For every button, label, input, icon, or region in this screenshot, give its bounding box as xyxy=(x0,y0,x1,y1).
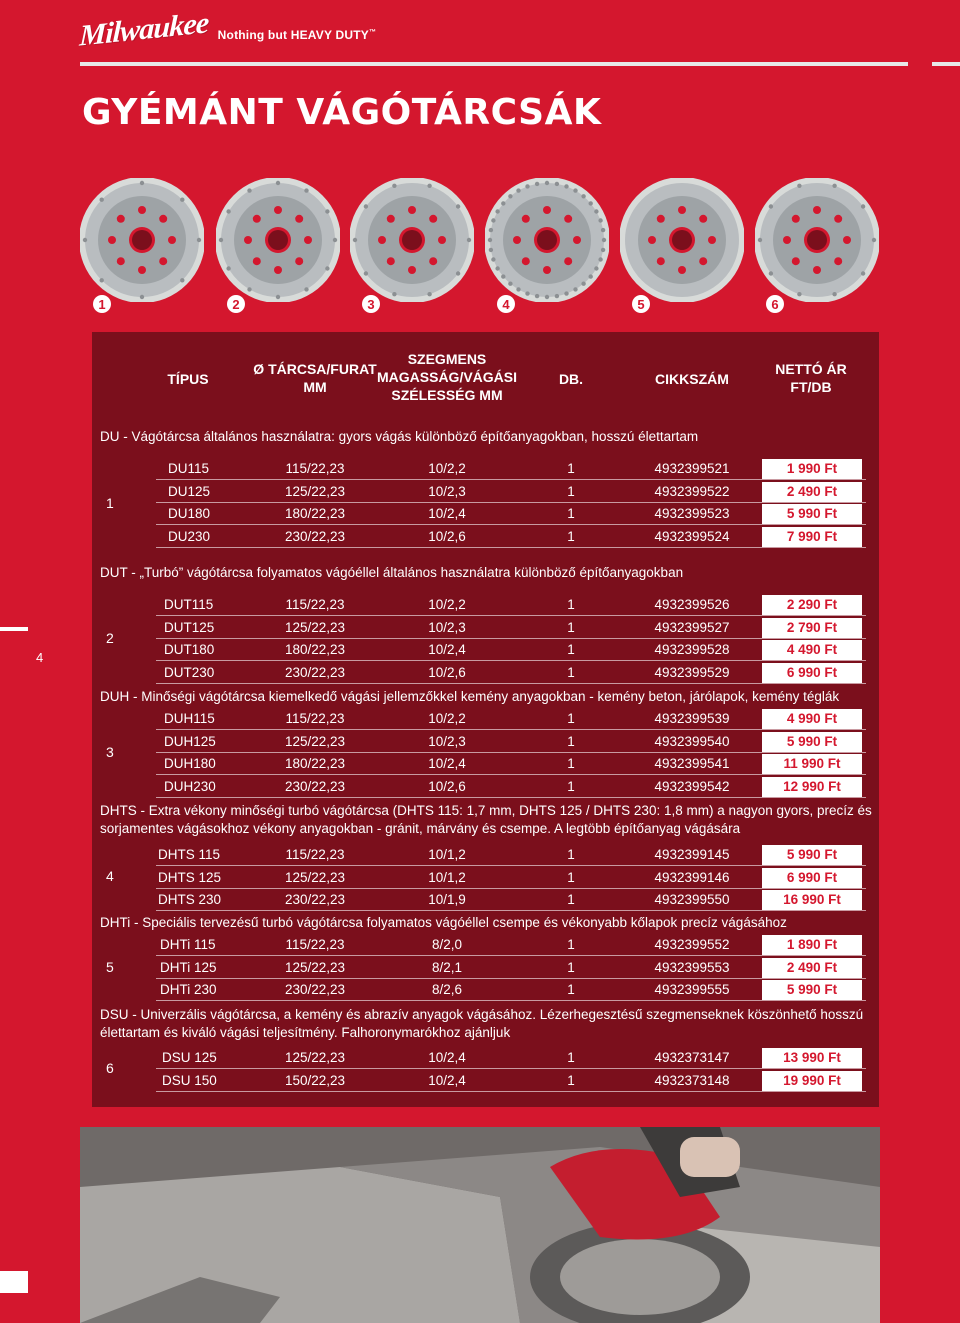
brand-tagline xyxy=(218,28,377,42)
price-badge: 5 990 Ft xyxy=(762,504,862,524)
price-badge: 2 790 Ft xyxy=(762,618,862,638)
tagline-tm: ™ xyxy=(368,29,377,36)
disc-size-cell: 125/22,23 xyxy=(284,869,346,885)
table-row xyxy=(92,639,879,661)
sku-cell: 4932373147 xyxy=(654,1050,730,1065)
price-badge: 16 990 Ft xyxy=(762,890,862,910)
row-divider xyxy=(156,797,866,798)
segment-cell: 10/2,4 xyxy=(428,642,466,658)
sku-cell: 4932399541 xyxy=(654,756,730,772)
price-badge: 4 490 Ft xyxy=(762,640,862,660)
milwaukee-logo: Milwaukee xyxy=(78,6,209,53)
disc-size-cell: 115/22,23 xyxy=(285,937,345,952)
segment-cell: 10/2,3 xyxy=(428,483,466,499)
segment-cell: 10/2,3 xyxy=(428,619,466,635)
type-cell: DUH230 xyxy=(164,779,216,795)
disc-size-cell: 180/22,23 xyxy=(284,642,346,658)
section-description: DUH - Minőségi vágótárcsa kiemelkedő vágási jellemzőkkel kemény anyagokban - kemény beton, járólapok, kemény téglák xyxy=(100,689,840,704)
diamond-disc-image xyxy=(485,178,609,302)
disc-size-cell: 125/22,23 xyxy=(284,1050,346,1065)
type-cell: DUT180 xyxy=(164,642,215,658)
group-number: 5 xyxy=(106,959,114,975)
disc-number-badge: 3 xyxy=(362,295,380,313)
disc-number-badge: 2 xyxy=(227,295,245,313)
top-divider xyxy=(80,62,908,66)
type-cell: DSU 150 xyxy=(162,1072,217,1088)
table-row xyxy=(92,957,879,979)
type-cell: DHTi 230 xyxy=(160,982,217,998)
table-row xyxy=(92,503,879,525)
sku-cell: 4932399540 xyxy=(654,733,730,749)
tagline-bold: HEAVY DUTY xyxy=(290,28,369,42)
sku-cell: 4932373148 xyxy=(654,1072,730,1088)
type-cell: DU230 xyxy=(168,529,211,545)
type-cell: DUH125 xyxy=(164,733,216,749)
table-row xyxy=(92,526,879,548)
header-price: NETTÓ ÁR FT/DB xyxy=(775,361,847,395)
disc-size-cell: 125/22,23 xyxy=(284,733,346,749)
group-number: 3 xyxy=(106,744,114,760)
table-row xyxy=(92,753,879,775)
quantity-cell: 1 xyxy=(567,1072,575,1088)
quantity-cell: 1 xyxy=(567,642,575,658)
diamond-disc-image xyxy=(620,178,744,302)
header-disc: Ø TÁRCSA/FURAT MM xyxy=(253,361,377,395)
type-cell: DUT230 xyxy=(164,665,215,681)
quantity-cell: 1 xyxy=(567,461,575,476)
segment-cell: 10/1,2 xyxy=(428,847,466,862)
diamond-disc-image xyxy=(80,178,204,302)
disc-size-cell: 150/22,23 xyxy=(284,1072,346,1088)
quantity-cell: 1 xyxy=(567,619,575,635)
quantity-cell: 1 xyxy=(567,1050,575,1065)
disc-number-badge: 5 xyxy=(632,295,650,313)
table-header xyxy=(92,332,879,412)
quantity-cell: 1 xyxy=(567,483,575,499)
table-row xyxy=(92,1047,879,1069)
disc-size-cell: 125/22,23 xyxy=(284,619,346,635)
price-badge: 1 890 Ft xyxy=(762,935,862,955)
type-cell: DSU 125 xyxy=(162,1050,217,1065)
disc-number-badge: 4 xyxy=(497,295,515,313)
table-row xyxy=(92,481,879,503)
table-row xyxy=(92,594,879,616)
type-cell: DHTS 230 xyxy=(158,892,222,908)
segment-cell: 10/2,4 xyxy=(428,1072,466,1088)
header-qty: DB. xyxy=(558,371,584,387)
table-row xyxy=(92,731,879,753)
table-row xyxy=(92,844,879,866)
segment-cell: 10/1,9 xyxy=(428,892,466,908)
brand-header xyxy=(80,8,376,52)
price-badge: 1 990 Ft xyxy=(762,459,862,479)
price-badge: 6 990 Ft xyxy=(762,663,862,683)
quantity-cell: 1 xyxy=(567,892,575,908)
segment-cell: 10/2,6 xyxy=(428,529,466,545)
disc-size-cell: 115/22,23 xyxy=(285,847,345,862)
quantity-cell: 1 xyxy=(567,711,575,726)
disc-size-cell: 230/22,23 xyxy=(284,529,346,545)
sku-cell: 4932399145 xyxy=(654,847,730,862)
table-row xyxy=(92,867,879,889)
sku-cell: 4932399529 xyxy=(654,665,730,681)
row-divider xyxy=(156,910,866,911)
disc-size-cell: 180/22,23 xyxy=(284,506,346,522)
group-number: 2 xyxy=(106,630,114,646)
disc-size-cell: 125/22,23 xyxy=(284,483,346,499)
table-row xyxy=(92,1070,879,1092)
side-tab-marker xyxy=(0,627,28,631)
disc-size-cell: 115/22,23 xyxy=(285,597,345,612)
diamond-disc-image xyxy=(216,178,340,302)
segment-cell: 10/2,4 xyxy=(428,506,466,522)
table-row xyxy=(92,662,879,684)
quantity-cell: 1 xyxy=(567,529,575,545)
sku-cell: 4932399539 xyxy=(654,711,730,726)
quantity-cell: 1 xyxy=(567,959,575,975)
type-cell: DU125 xyxy=(168,483,211,499)
disc-size-cell: 230/22,23 xyxy=(284,779,346,795)
sku-cell: 4932399526 xyxy=(654,597,730,612)
price-badge: 2 490 Ft xyxy=(762,482,862,502)
section-description: DSU - Univerzális vágótárcsa, a kemény és abrazív anyagok vágásához. Lézerhegesztésű szegmenseknek köszönhető hosszú élettartam és kiváló vágási teljesítmény. Falhoronymarókhoz ajánljuk xyxy=(100,1007,864,1040)
quantity-cell: 1 xyxy=(567,756,575,772)
type-cell: DUH115 xyxy=(164,711,215,726)
price-badge: 2 490 Ft xyxy=(762,958,862,978)
price-badge: 12 990 Ft xyxy=(762,777,862,797)
disc-number-badge: 1 xyxy=(93,295,111,313)
table-row xyxy=(92,708,879,730)
disc-size-cell: 115/22,23 xyxy=(285,711,345,726)
disc-gallery xyxy=(80,178,880,323)
tagline-prefix: Nothing but xyxy=(217,28,291,42)
type-cell: DHTi 115 xyxy=(160,937,216,952)
disc-size-cell: 115/22,23 xyxy=(285,461,345,476)
sku-cell: 4932399542 xyxy=(654,779,730,795)
table-row xyxy=(92,458,879,480)
type-cell: DHTS 125 xyxy=(158,869,222,885)
section-description: DHTi - Speciális tervezésű turbó vágótárcsa folyamatos vágóéllel csempe és vékonyabb kőlapok precíz vágásához xyxy=(100,915,787,930)
price-badge: 5 990 Ft xyxy=(762,980,862,1000)
section-description: DUT - „Turbó” vágótárcsa folyamatos vágóéllel általános használatra különböző építőanyagokban xyxy=(100,565,684,580)
side-square-marker xyxy=(0,1271,28,1293)
section-description: DHTS - Extra vékony minőségi turbó vágótárcsa (DHTS 115: 1,7 mm, DHTS 125 / DHTS 230: 1,8 mm) a nagyon gyors, precíz és sorjamentes vágásokhoz vékony anyagokban - gránit, márvány és csempe. A legtöbb építőanyag vágására xyxy=(100,803,872,836)
quantity-cell: 1 xyxy=(567,779,575,795)
segment-cell: 8/2,1 xyxy=(431,959,463,975)
page-number: 4 xyxy=(36,650,44,665)
segment-cell: 10/2,4 xyxy=(428,756,466,772)
quantity-cell: 1 xyxy=(567,982,575,998)
sku-cell: 4932399521 xyxy=(654,461,730,476)
sku-cell: 4932399555 xyxy=(654,982,730,998)
type-cell: DHTi 125 xyxy=(160,959,217,975)
table-row xyxy=(92,889,879,911)
price-badge: 11 990 Ft xyxy=(762,754,862,774)
group-number: 6 xyxy=(106,1060,114,1076)
segment-cell: 8/2,0 xyxy=(431,937,463,952)
sku-cell: 4932399522 xyxy=(654,483,730,499)
row-divider xyxy=(156,547,866,548)
top-divider-stub xyxy=(932,62,960,66)
sku-cell: 4932399527 xyxy=(654,619,730,635)
type-cell: DU180 xyxy=(168,506,211,522)
header-type: TÍPUS xyxy=(167,371,209,387)
quantity-cell: 1 xyxy=(567,597,575,612)
sku-cell: 4932399146 xyxy=(654,869,730,885)
type-cell: DUH180 xyxy=(164,756,216,772)
disc-size-cell: 180/22,23 xyxy=(284,756,346,772)
sku-cell: 4932399550 xyxy=(654,892,730,908)
price-badge: 13 990 Ft xyxy=(762,1048,862,1068)
disc-size-cell: 230/22,23 xyxy=(284,665,346,681)
header-sku: CIKKSZÁM xyxy=(655,371,729,387)
table-row xyxy=(92,617,879,639)
segment-cell: 10/2,4 xyxy=(428,1050,466,1065)
table-row xyxy=(92,776,879,798)
disc-size-cell: 230/22,23 xyxy=(284,892,346,908)
segment-cell: 10/2,2 xyxy=(428,711,466,726)
type-cell: DUT115 xyxy=(164,597,214,612)
sku-cell: 4932399524 xyxy=(654,529,730,545)
type-cell: DUT125 xyxy=(164,619,215,635)
disc-number-badge: 6 xyxy=(766,295,784,313)
quantity-cell: 1 xyxy=(567,665,575,681)
sku-cell: 4932399523 xyxy=(654,506,730,522)
price-badge: 5 990 Ft xyxy=(762,732,862,752)
segment-cell: 10/2,2 xyxy=(428,461,466,476)
quantity-cell: 1 xyxy=(567,869,575,885)
segment-cell: 10/2,6 xyxy=(428,779,466,795)
price-badge: 6 990 Ft xyxy=(762,868,862,888)
page-title: GYÉMÁNT VÁGÓTÁRCSÁK xyxy=(82,92,602,133)
header-segment: SZEGMENS MAGASSÁG/VÁGÁSI SZÉLESSÉG MM xyxy=(377,351,518,403)
angle-grinder-photo xyxy=(80,1127,880,1323)
segment-cell: 10/2,3 xyxy=(428,733,466,749)
price-badge: 2 290 Ft xyxy=(762,595,862,615)
group-number: 1 xyxy=(106,495,114,511)
segment-cell: 10/1,2 xyxy=(428,869,466,885)
price-badge: 5 990 Ft xyxy=(762,845,862,865)
segment-cell: 10/2,2 xyxy=(428,597,466,612)
group-number: 4 xyxy=(106,868,114,884)
sku-cell: 4932399528 xyxy=(654,642,730,658)
row-divider xyxy=(156,1000,866,1001)
price-badge: 19 990 Ft xyxy=(762,1071,862,1091)
quantity-cell: 1 xyxy=(567,733,575,749)
type-cell: DHTS 115 xyxy=(158,847,221,862)
segment-cell: 8/2,6 xyxy=(431,982,463,998)
sku-cell: 4932399553 xyxy=(654,959,730,975)
sku-cell: 4932399552 xyxy=(654,937,730,952)
table-row xyxy=(92,934,879,956)
row-divider xyxy=(156,683,866,684)
diamond-disc-image xyxy=(755,178,879,302)
segment-cell: 10/2,6 xyxy=(428,665,466,681)
disc-size-cell: 125/22,23 xyxy=(284,959,346,975)
quantity-cell: 1 xyxy=(567,937,575,952)
table-row xyxy=(92,979,879,1001)
quantity-cell: 1 xyxy=(567,847,575,862)
grinder-illustration xyxy=(80,1127,880,1323)
product-table xyxy=(92,332,879,1107)
disc-size-cell: 230/22,23 xyxy=(284,982,346,998)
price-badge: 7 990 Ft xyxy=(762,527,862,547)
diamond-disc-image xyxy=(350,178,474,302)
price-badge: 4 990 Ft xyxy=(762,709,862,729)
row-divider xyxy=(156,1091,866,1092)
section-description: DU - Vágótárcsa általános használatra: gyors vágás különböző építőanyagokban, hosszú élettartam xyxy=(100,429,699,444)
type-cell: DU115 xyxy=(168,461,210,476)
quantity-cell: 1 xyxy=(567,506,575,522)
